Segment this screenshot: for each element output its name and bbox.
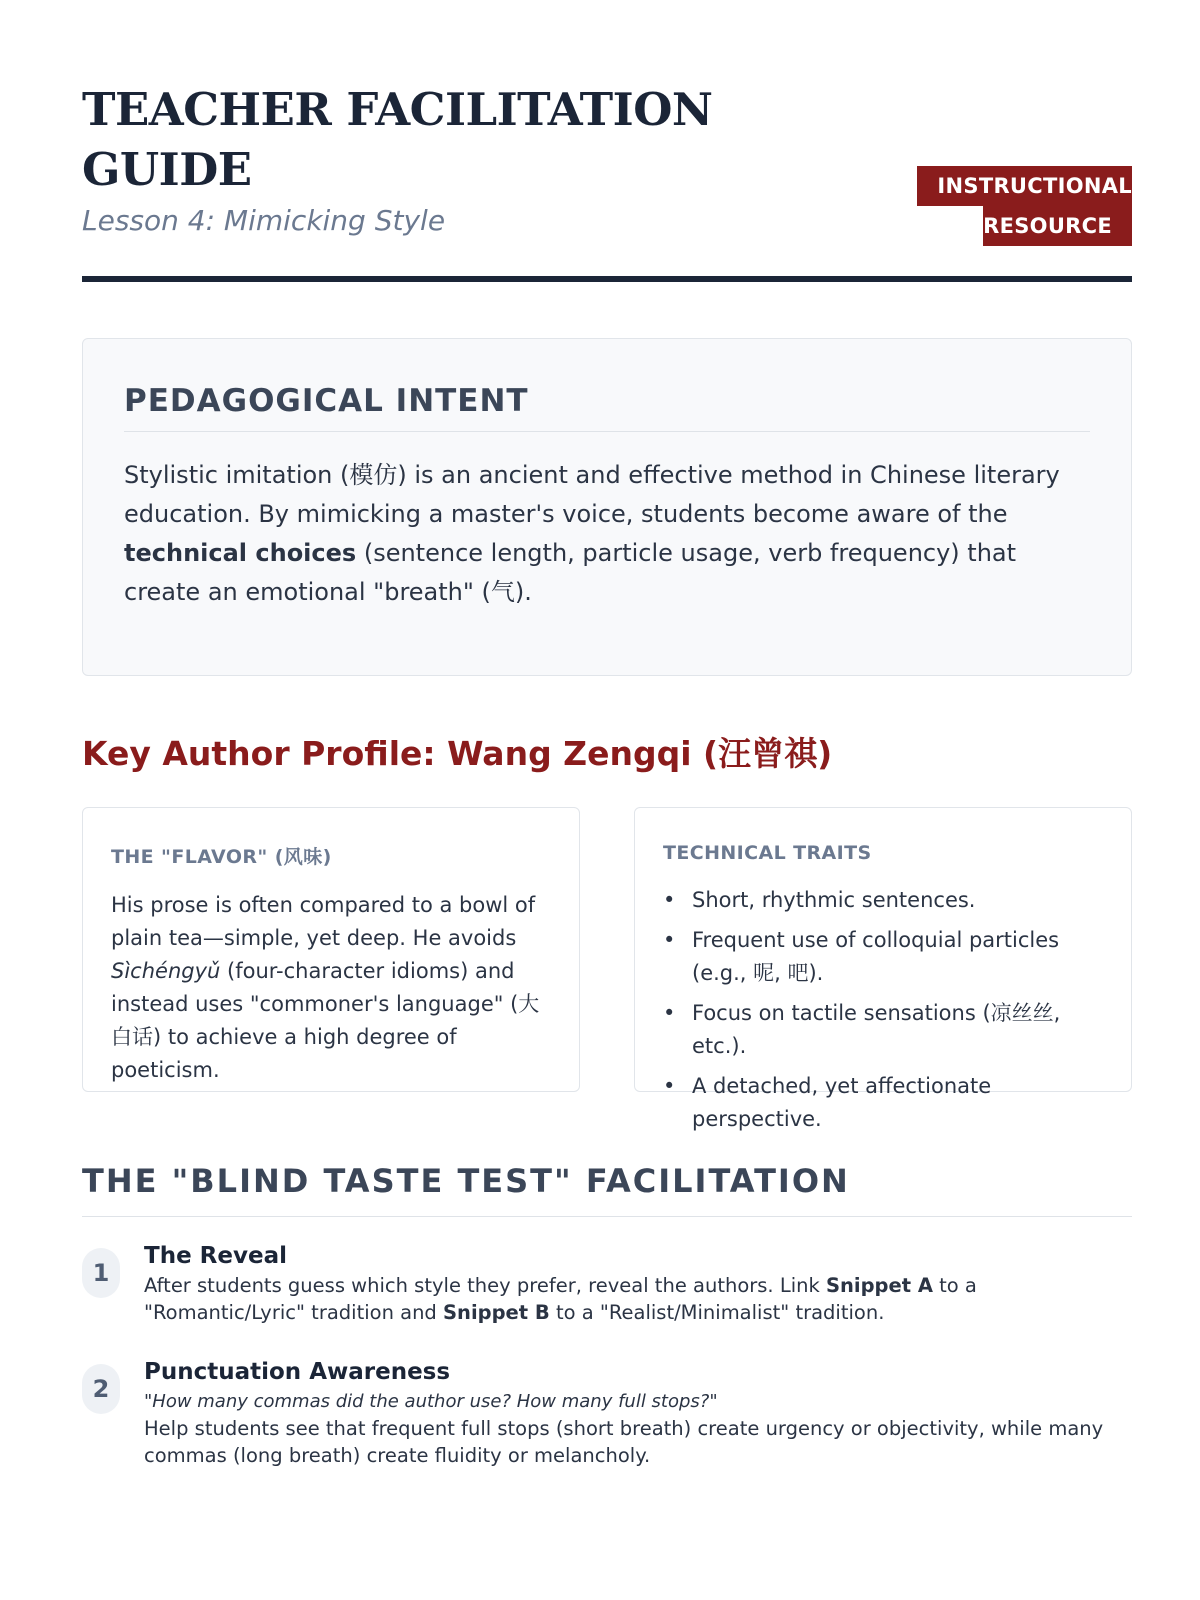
blind-taste-test-heading: THE "BLIND TASTE TEST" FACILITATION	[82, 1162, 850, 1200]
intent-text-bold: technical choices	[124, 539, 357, 567]
step-content	[144, 1356, 1119, 1469]
title-line-1: TEACHER FACILITATION	[82, 83, 713, 136]
snippet-b-label: Snippet B	[443, 1301, 550, 1324]
pedagogical-intent-box	[82, 338, 1132, 676]
traits-card-label: TECHNICAL TRAITS	[663, 842, 872, 864]
list-item	[663, 1070, 1103, 1136]
bullet-icon: •	[663, 1001, 676, 1025]
step-title: Punctuation Awareness	[144, 1359, 451, 1385]
snippet-a-label: Snippet A	[825, 1274, 933, 1297]
list-item	[663, 924, 1103, 990]
list-item	[663, 997, 1103, 1063]
technical-traits-card	[634, 807, 1132, 1131]
flavor-card	[82, 807, 580, 1092]
intent-text	[124, 456, 1090, 612]
bullet-icon: •	[663, 888, 676, 912]
flavor-text-italic: Sìchéngyǔ	[111, 959, 221, 983]
step-body-part: After students guess which style they prefer, reveal the authors. Link	[144, 1274, 826, 1297]
intent-text-start: Stylistic imitation (模仿) is an ancient and effective method in Chinese literary education. By mimicking a master's voice, students become aware of the	[124, 461, 1060, 528]
step-quote: "How many commas did the author use? How many full stops?"	[144, 1391, 718, 1412]
step-body	[144, 1272, 1119, 1326]
flavor-card-label: THE "FLAVOR" (风味)	[111, 846, 332, 868]
step-content	[144, 1240, 1119, 1326]
step-number-badge: 1	[82, 1248, 120, 1298]
trait-text: A detached, yet affectionate perspective.	[692, 1074, 992, 1131]
badge-line-2: RESOURCE	[983, 206, 1132, 246]
step-body-part: to a "Realist/Minimalist" tradition.	[549, 1301, 885, 1324]
intent-text-end: (sentence length, particle usage, verb frequency) that create an emotional "breath" (气).	[124, 539, 1017, 606]
step-body: Help students see that frequent full stops (short breath) create urgency or objectivity, while many commas (long breath) create fluidity or melancholy.	[144, 1417, 1104, 1467]
section-divider	[82, 1216, 1132, 1217]
badge-line-1: INSTRUCTIONAL	[917, 166, 1132, 206]
title-line-2: GUIDE	[82, 143, 252, 196]
page-title	[82, 80, 782, 200]
step-body-part: to a "Romantic/Lyric" tradition and	[144, 1274, 977, 1324]
intent-heading: PEDAGOGICAL INTENT	[124, 383, 1090, 432]
trait-text: Focus on tactile sensations (凉丝丝, etc.).	[692, 1001, 1061, 1058]
flavor-text-end: (four-character idioms) and instead uses "commoner's language" (大白话) to achieve a high degree of poeticism.	[111, 959, 540, 1082]
header-divider	[82, 276, 1132, 282]
traits-list	[663, 884, 1103, 1136]
list-item	[663, 884, 1103, 917]
bullet-icon: •	[663, 928, 676, 952]
trait-text: Frequent use of colloquial particles (e.g., 呢, 吧).	[692, 928, 1060, 985]
trait-text: Short, rhythmic sentences.	[692, 888, 976, 912]
header	[82, 80, 1132, 280]
flavor-card-text	[111, 889, 551, 1087]
instructional-resource-badge	[917, 166, 1132, 246]
author-profile-heading: Key Author Profile: Wang Zengqi (汪曾祺)	[82, 734, 833, 773]
lesson-subtitle: Lesson 4: Mimicking Style	[82, 204, 446, 237]
flavor-text-start: His prose is often compared to a bowl of plain tea—simple, yet deep. He avoids	[111, 893, 536, 950]
bullet-icon: •	[663, 1074, 676, 1098]
step-number-badge: 2	[82, 1364, 120, 1414]
step-title: The Reveal	[144, 1243, 287, 1269]
